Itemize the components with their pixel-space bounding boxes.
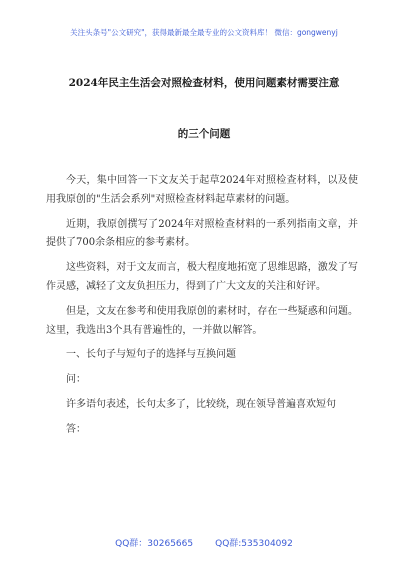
footer-contact: [0, 536, 408, 549]
document-body: [46, 172, 358, 446]
document-title-line-1: 2024年民主生活会对照检查材料，使用问题素材需要注意: [68, 77, 340, 89]
paragraph: 但是，文友在参考和使用我原创的素材时，存在一些疑惑和问题。这里，我选出3个具有普遍性的，一并做以解答。: [46, 305, 358, 336]
paragraph: 许多语句表述，长句太多了，比较绕，现在领导普遍喜欢短句: [66, 398, 336, 410]
paragraph: 近期，我原创撰写了2024年对照检查材料的一系列指南文章，并提供了700余条相应的参考素材。: [46, 218, 358, 249]
footer-qq-group-2: QQ群:535304092: [215, 539, 293, 549]
paragraph: 今天，集中回答一下文友关于起草2024年对照检查材料，以及使用我原创的"生活会系列"对照检查材料起草素材的问题。: [46, 175, 358, 205]
footer-qq-group-1: QQ群：30265665: [115, 539, 194, 549]
answer-label: 答：: [66, 423, 86, 435]
header-note: 关注头条号"公文研究"，获得最新最全最专业的公文资料库！ 微信：gongwenyj: [70, 28, 338, 37]
section-heading: 一、长句子与短句子的选择与互换问题: [66, 349, 236, 361]
document-title-line-2: 的三个问题: [177, 128, 231, 140]
question-label: 问：: [66, 374, 86, 386]
paragraph: 这些资料，对于文友而言，极大程度地拓宽了思维思路，激发了写作灵感，减轻了文友负担压力，得到了广大文友的关注和好评。: [46, 262, 358, 292]
